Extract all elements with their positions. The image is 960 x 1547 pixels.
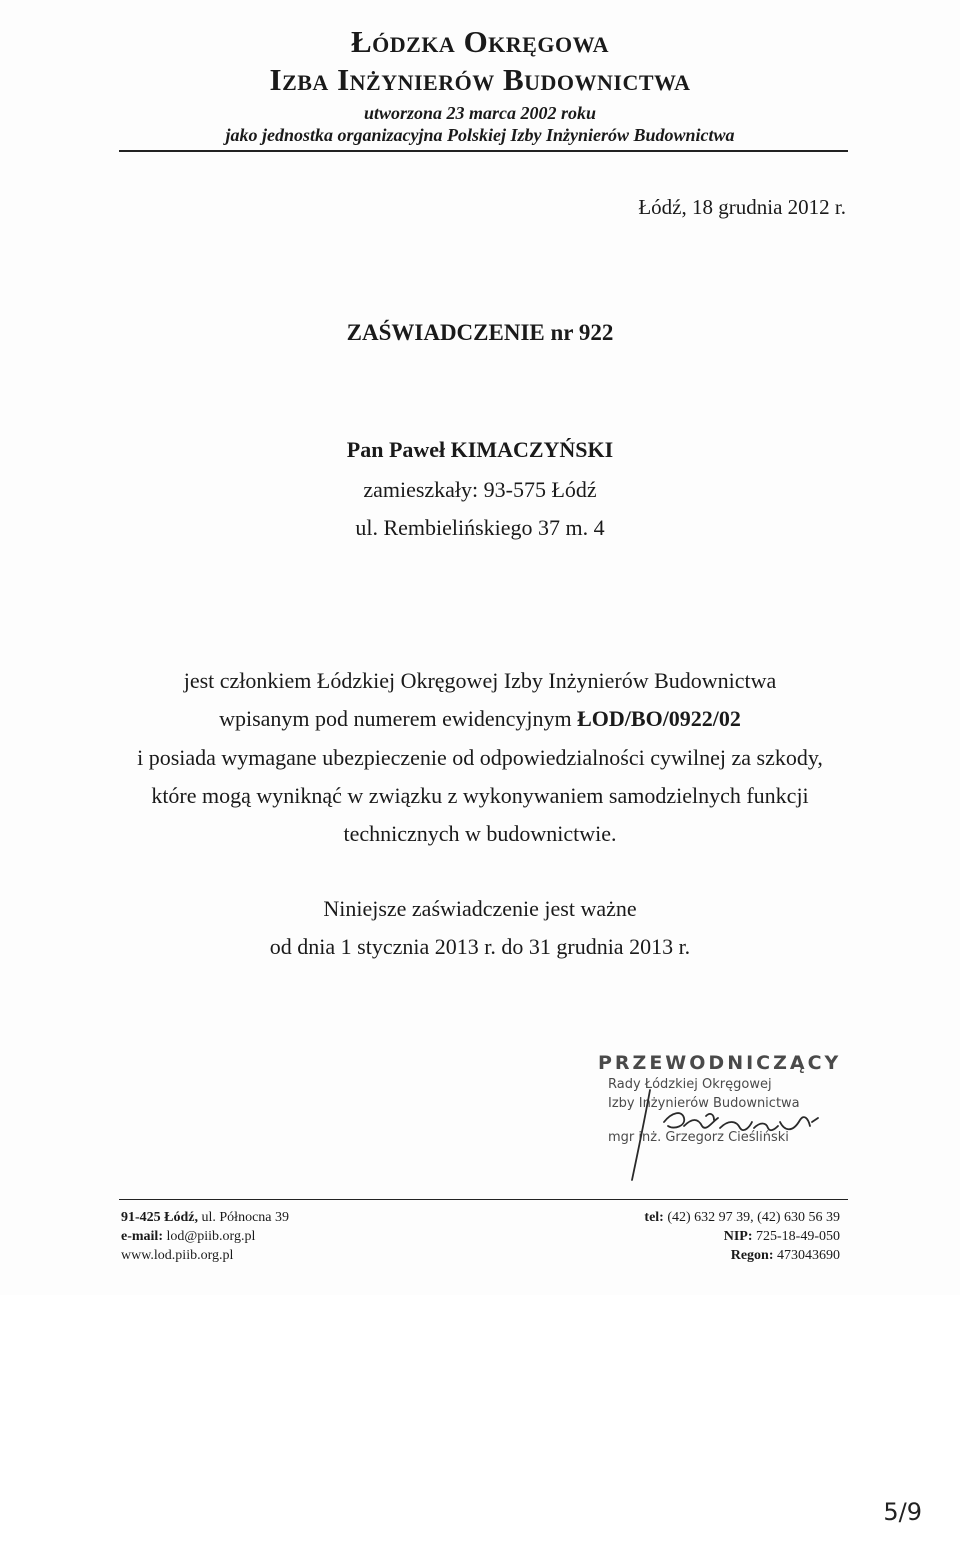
organization-subtitle-line1: utworzona 23 marca 2002 roku xyxy=(363,103,597,123)
footer-regon xyxy=(644,1246,840,1265)
footer-contact-left xyxy=(121,1208,289,1265)
footer-regon-value: 473043690 xyxy=(773,1248,840,1263)
footer-website: www.lod.piib.org.pl xyxy=(121,1248,234,1263)
certificate-title: ZAŚWIADCZENIE nr 922 xyxy=(346,320,614,345)
footer-phone xyxy=(644,1208,840,1227)
footer-address xyxy=(121,1208,289,1227)
footer-nip-value: 725-18-49-050 xyxy=(752,1229,840,1244)
place-and-date: Łódź, 18 grudnia 2012 r. xyxy=(638,195,846,219)
footer-phone-value: (42) 632 97 39, (42) 630 56 39 xyxy=(663,1210,840,1225)
organization-name-line1: Łódzka Okręgowa xyxy=(350,24,610,59)
footer-nip xyxy=(644,1227,840,1246)
body-line-1: jest członkiem Łódzkiej Okręgowej Izby Inżynierów Budownictwa xyxy=(183,668,777,693)
footer-street: ul. Północna 39 xyxy=(198,1210,289,1225)
chairman-stamp xyxy=(592,1052,842,1182)
body-line-4: które mogą wyniknąć w związku z wykonywaniem samodzielnych funkcji xyxy=(151,783,809,808)
footer-divider xyxy=(119,1199,848,1200)
handwritten-signature xyxy=(602,1082,837,1192)
footer-email-label: e-mail: xyxy=(121,1229,163,1244)
validity-line-1: Niniejsze zaświadczenie jest ważne xyxy=(323,896,637,921)
stamp-line-2: Izby Inżynierów Budownictwa xyxy=(608,1096,800,1111)
footer-contact-right xyxy=(644,1208,840,1265)
footer-regon-label: Regon: xyxy=(730,1248,774,1263)
validity-line-2: od dnia 1 stycznia 2013 r. do 31 grudnia 2013 r. xyxy=(269,934,691,959)
footer-email-value: lod@piib.org.pl xyxy=(162,1229,256,1244)
body-line-3: i posiada wymagane ubezpieczenie od odpowiedzialności cywilnej za szkody, xyxy=(137,745,823,770)
body-line-5: technicznych w budownictwie. xyxy=(343,821,617,846)
stamp-title: PRZEWODNICZĄCY xyxy=(598,1052,842,1074)
footer-postal-code-city: 91-425 Łódź, xyxy=(121,1210,198,1225)
body-line-2 xyxy=(0,706,960,732)
person-address-line1: zamieszkały: 93-575 Łódź xyxy=(363,477,597,502)
person-name: Pan Paweł KIMACZYŃSKI xyxy=(346,437,614,462)
registration-number: ŁOD/BO/0922/02 xyxy=(577,706,741,731)
body-line-2-prefix: wpisanym pod numerem ewidencyjnym xyxy=(219,706,578,731)
stamp-line-1: Rady Łódzkiej Okręgowej xyxy=(608,1077,772,1092)
stamp-line-3: mgr inż. Grzegorz Cieśliński xyxy=(608,1130,789,1145)
header-divider xyxy=(119,150,848,152)
person-address-line2: ul. Rembielińskiego 37 m. 4 xyxy=(355,515,605,540)
footer-phone-label: tel: xyxy=(644,1210,664,1225)
organization-name-line2: Izba Inżynierów Budownictwa xyxy=(269,62,691,97)
organization-subtitle-line2: jako jednostka organizacyjna Polskiej Izby Inżynierów Budownictwa xyxy=(225,125,735,145)
footer-email xyxy=(121,1227,289,1246)
footer-nip-label: NIP: xyxy=(723,1229,753,1244)
page-number: 5/9 xyxy=(883,1498,922,1526)
